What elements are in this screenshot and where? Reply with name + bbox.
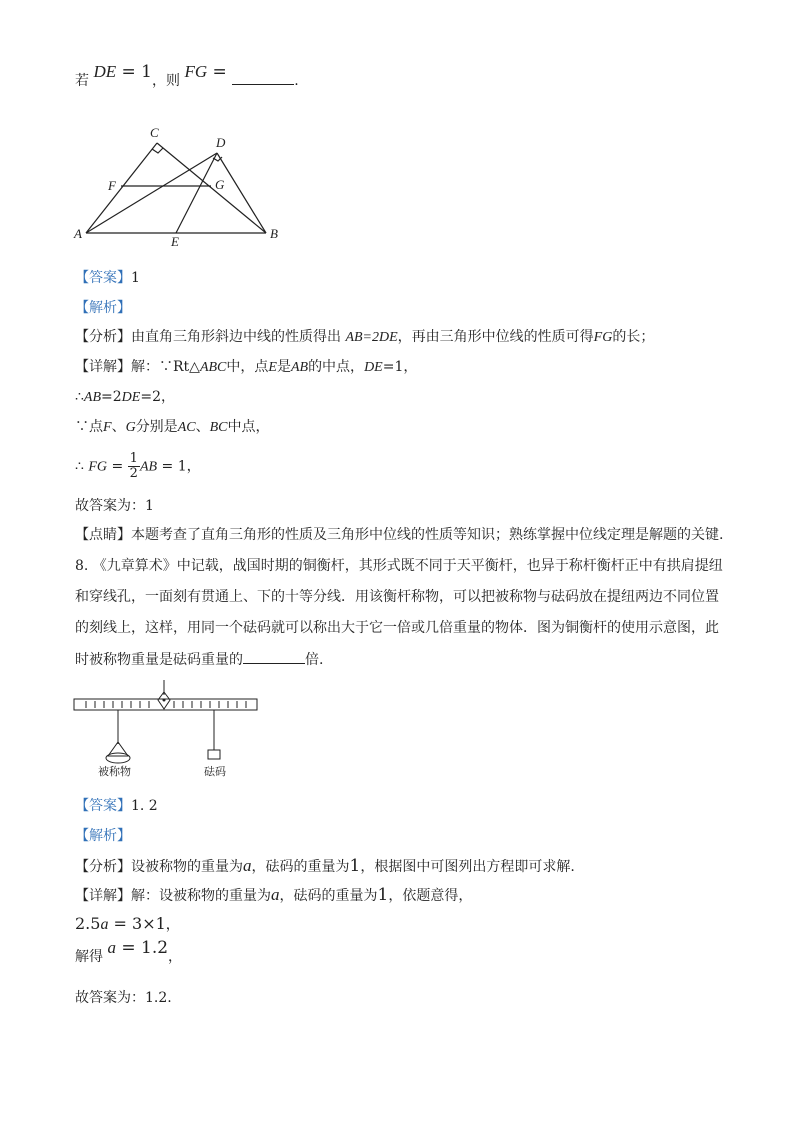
math: AB — [139, 459, 158, 475]
q8-line2: 和穿线孔，一面刻有贯通上、下的十等分线．用该衡杆称物，可以把被称物与砝码放在提纽两边不同位置 — [75, 589, 719, 605]
xiangjie-tag: 【详解】 — [75, 888, 131, 904]
q8-analysis-tag: 【解析】 — [75, 828, 131, 844]
balance-figure — [70, 678, 270, 780]
math: FG — [593, 330, 613, 345]
text: ， — [165, 917, 180, 933]
q7-answer — [75, 268, 140, 288]
basket-icon — [106, 753, 130, 763]
math: ABC — [199, 360, 227, 375]
label-f: F — [108, 178, 116, 193]
math: a — [243, 856, 252, 875]
math: = 1 — [157, 458, 187, 475]
text: 中点， — [227, 419, 270, 435]
text: 本题考查了直角三角形的性质及三角形中位线的性质等知识；熟练掌握中位线定理是解题的关键. — [131, 527, 724, 543]
beam-ticks — [86, 701, 246, 708]
math: F — [103, 420, 112, 435]
text: 、 — [195, 419, 210, 435]
text: 倍. — [305, 652, 324, 668]
text: 的中点， — [308, 359, 365, 375]
answer-tag: 【答案】 — [75, 798, 131, 814]
text: 、 — [111, 419, 126, 435]
text: ，依题意得， — [388, 888, 473, 904]
answer-blank — [232, 70, 294, 85]
math: = 3×1 — [108, 914, 166, 933]
math: = — [107, 458, 128, 475]
q7-xiangjie — [75, 357, 417, 378]
q8-solution — [75, 938, 183, 967]
numerator: 1 — [129, 451, 138, 466]
label-b: B — [270, 226, 278, 241]
q8-xiangjie — [75, 885, 472, 906]
text: ，砝码的重量为 — [279, 888, 378, 904]
q7-analysis-tag: 【解析】 — [75, 300, 131, 316]
q8-final-answer: 故答案为：1.2. — [75, 990, 172, 1006]
answer-tag: 【答案】 — [75, 270, 131, 286]
text: 由直角三角形斜边中线的性质得出 — [131, 329, 341, 345]
math: 1 — [377, 885, 389, 905]
text: 若 — [75, 73, 89, 89]
math: = 1.2 — [115, 938, 169, 958]
math: DE — [121, 390, 141, 405]
text: 中，点 — [226, 359, 269, 375]
text: ∵点 — [75, 419, 103, 435]
triangle-figure — [70, 122, 300, 247]
math-eq: = 1 — [116, 62, 152, 82]
text: 解：∵Rt△ — [131, 359, 200, 375]
q7-fenxi — [75, 327, 654, 348]
math: 1 — [349, 856, 361, 876]
text: 解：设被称物的重量为 — [131, 888, 271, 904]
math: a — [100, 916, 109, 933]
text: . — [294, 73, 299, 89]
q7-step2 — [75, 387, 175, 408]
math-eq: = — [207, 62, 233, 82]
math-de: DE — [93, 62, 117, 81]
answer-blank — [243, 649, 305, 664]
math: G — [125, 420, 136, 435]
math: AC — [177, 420, 196, 435]
text: 解得 — [75, 949, 103, 965]
text: ，再由三角形中位线的性质可得 — [397, 329, 594, 345]
segment-ad — [86, 153, 217, 233]
q7-step3 — [75, 417, 269, 438]
text: ∴ — [75, 458, 89, 475]
weight-icon — [208, 750, 220, 759]
q8-equation — [75, 914, 180, 935]
math: E — [268, 360, 277, 375]
right-angle-c — [152, 148, 163, 153]
text: ，砝码的重量为 — [251, 859, 350, 875]
text: 的长； — [612, 329, 655, 345]
answer-value: 1 — [131, 270, 140, 286]
xiangjie-tag: 【详解】 — [75, 359, 131, 375]
text: ，则 — [152, 73, 180, 89]
q8-answer — [75, 796, 158, 816]
label-g: G — [215, 177, 225, 192]
math: 2.5 — [75, 914, 101, 933]
label-object: 被称物 — [98, 765, 131, 778]
math: AB=2DE — [345, 330, 398, 345]
balance-beam — [74, 699, 257, 710]
q7-question-line — [75, 62, 299, 91]
math: AB — [83, 390, 102, 405]
label-a: A — [74, 226, 82, 241]
q8-line4 — [75, 649, 323, 670]
math: BC — [209, 420, 228, 435]
text: ， — [186, 458, 201, 475]
denominator: 2 — [129, 466, 138, 481]
text: ，根据图中可图列出方程即可求解. — [360, 859, 575, 875]
text: 时被称物重量是砝码重量的 — [75, 652, 243, 668]
label-weight: 砝码 — [204, 765, 226, 778]
segment-ac — [86, 143, 157, 233]
q7-dianjing — [75, 525, 723, 545]
q7-final-answer: 故答案为：1 — [75, 498, 154, 514]
answer-value: 1. 2 — [131, 798, 158, 814]
text: 分别是 — [135, 419, 178, 435]
label-c: C — [150, 125, 159, 140]
text: =2 — [101, 389, 122, 405]
text: ∴ — [75, 389, 84, 405]
label-d: D — [216, 135, 226, 150]
text: ， — [168, 949, 183, 965]
math-fg: FG — [184, 62, 208, 81]
text: 设被称物的重量为 — [131, 859, 243, 875]
math: a — [271, 885, 280, 904]
fenxi-tag: 【分析】 — [75, 859, 131, 875]
q8-line3: 的刻线上，这样，用同一个砝码就可以称出大于它一倍或几倍重量的物体．图为铜衡杆的使用示意图，此 — [75, 620, 719, 636]
q8-fenxi — [75, 856, 575, 877]
text: =1， — [382, 359, 418, 375]
fraction-half — [128, 452, 140, 481]
math: FG — [88, 459, 108, 475]
dianjing-tag: 【点睛】 — [75, 527, 131, 543]
segment-db — [217, 153, 266, 233]
q8-line1: 8. 《九章算术》中记载，战国时期的铜衡杆，其形式既不同于天平衡杆，也异于称杆衡杆正中有拱肩提纽 — [75, 558, 723, 574]
label-e: E — [171, 234, 179, 247]
math: DE — [364, 360, 383, 375]
math: a — [107, 938, 116, 957]
text: =2， — [140, 389, 175, 405]
text: 是 — [276, 359, 291, 375]
q7-step4 — [75, 452, 201, 481]
math: AB — [290, 360, 309, 375]
fenxi-tag: 【分析】 — [75, 329, 131, 345]
